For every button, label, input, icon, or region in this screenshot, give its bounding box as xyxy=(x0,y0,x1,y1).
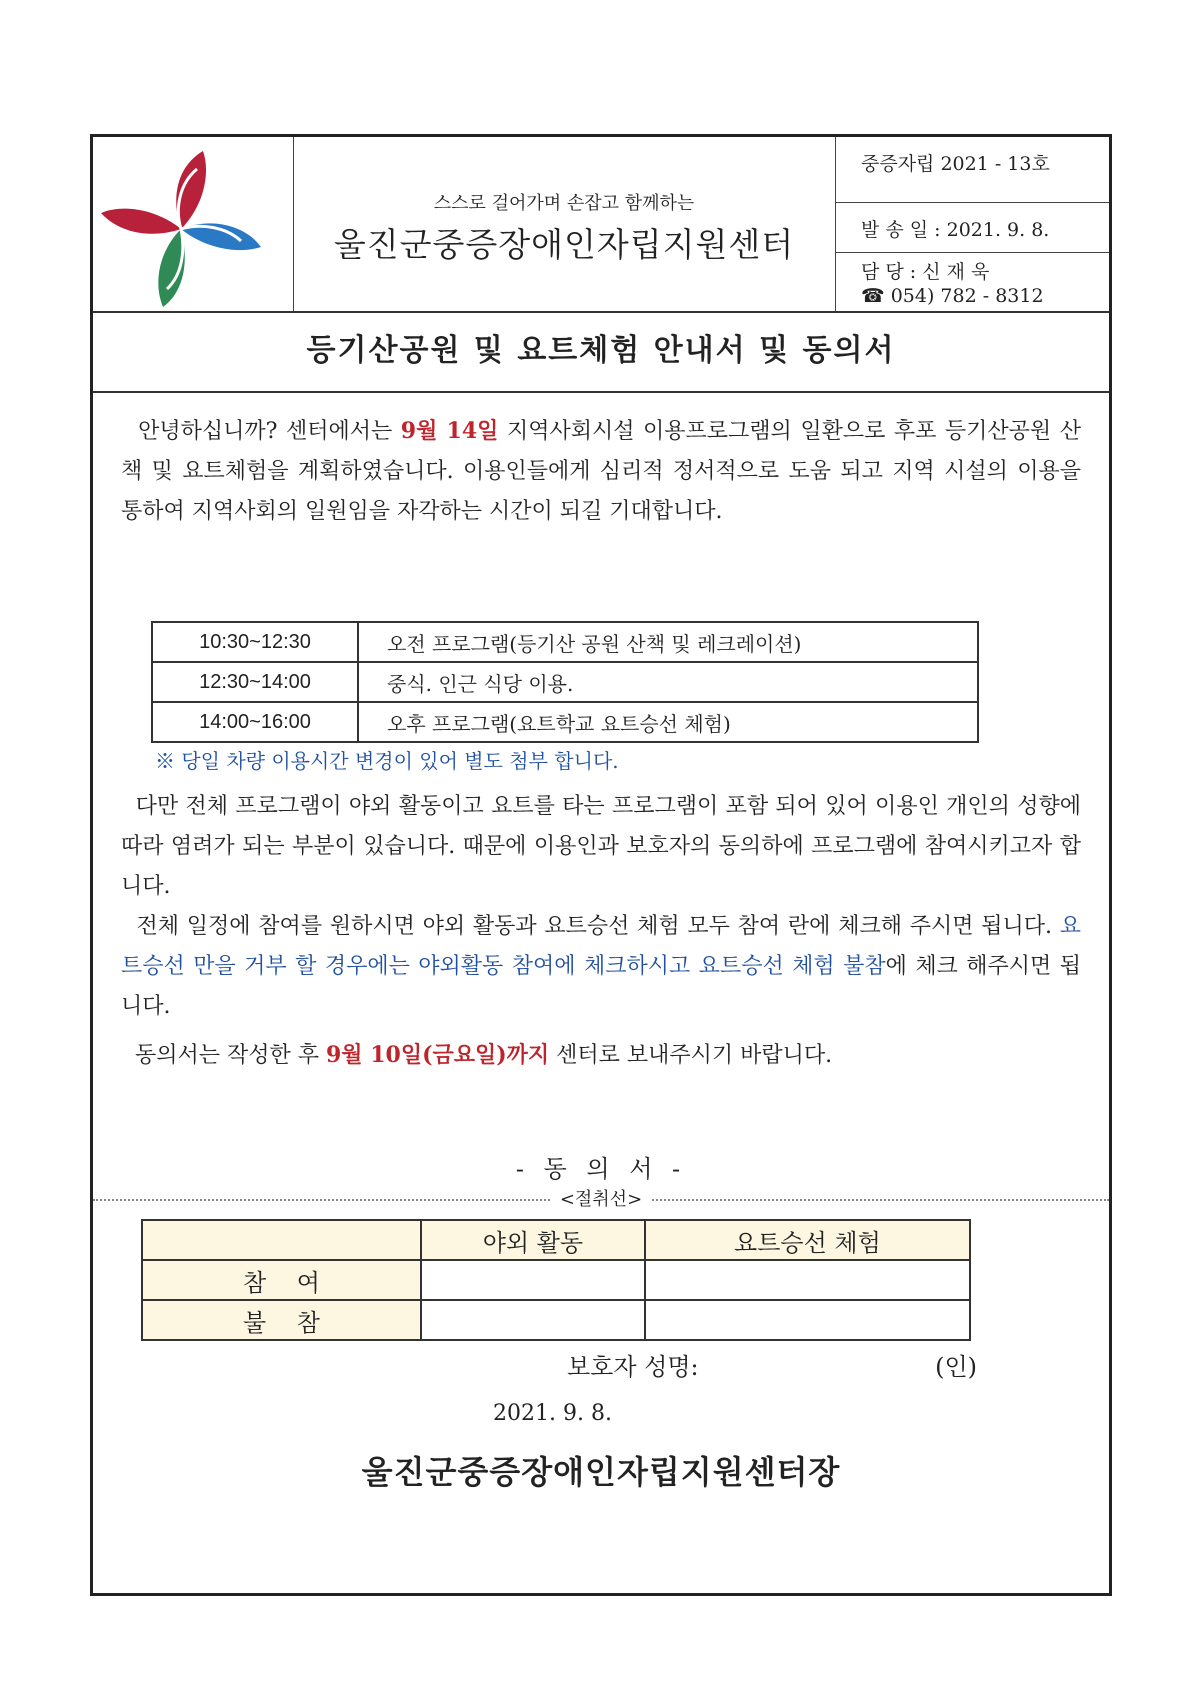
instruction-paragraph xyxy=(121,907,1081,1027)
issuer-name: 울진군중증장애인자립지원센터장 xyxy=(361,1453,841,1491)
organization-cell xyxy=(293,137,836,311)
schedule-description: 오전 프로그램(등기산 공원 산책 및 레크레이션) xyxy=(358,622,978,662)
checkbox-cell-outdoor-decline[interactable] xyxy=(421,1300,645,1340)
deadline-text-end: 센터로 보내주시기 바랍니다. xyxy=(549,1043,833,1068)
row-participate: 참 여 xyxy=(142,1260,421,1300)
manager: 담 당 : 신 재 욱 xyxy=(861,261,990,283)
schedule-time: 14:00~16:00 xyxy=(152,702,358,742)
document-number: 중증자립 2021 - 13호 xyxy=(835,149,1109,203)
center-logo-icon xyxy=(93,137,293,311)
checkbox-cell-outdoor-participate[interactable] xyxy=(421,1260,645,1300)
table-row xyxy=(152,662,978,702)
schedule-time: 10:30~12:30 xyxy=(152,622,358,662)
checkbox-cell-yacht-decline[interactable] xyxy=(645,1300,970,1340)
table-row xyxy=(152,622,978,662)
slogan: 스스로 걸어가며 손잡고 함께하는 xyxy=(433,193,695,214)
document-info xyxy=(835,137,1109,311)
seal-mark: (인) xyxy=(935,1353,977,1381)
instruction-text: 전체 일정에 참여를 원하시면 야외 활동과 요트승선 체험 모두 참여 란에 체크해 주시면 됩니다. xyxy=(136,914,1060,939)
concern-paragraph xyxy=(121,787,1081,907)
concern-text: 다만 전체 프로그램이 야외 활동이고 요트를 타는 프로그램이 포함 되어 있어 이용인 개인의 성향에 따라 염려가 되는 부분이 있습니다. 때문에 이용인과 보호자의 동의하에 프로그램에 참여시키고자 합니다. xyxy=(121,794,1081,899)
signature-label: 보호자 성명: xyxy=(567,1353,699,1381)
deadline-paragraph xyxy=(121,1035,1081,1076)
schedule-note: ※ 당일 차량 이용시간 변경이 있어 별도 첨부 합니다. xyxy=(155,749,619,773)
issue-date: 2021. 9. 8. xyxy=(493,1401,612,1426)
column-outdoor-activity: 야외 활동 xyxy=(421,1220,645,1260)
deadline-date: 9월 10일(금요일)까지 xyxy=(326,1042,550,1068)
instruction-highlight: 요트승선 만을 거부 할 경우에는 야외활동 참여에 체크하시고 요트승선 체험 불참 xyxy=(121,914,1081,979)
schedule-description: 중식. 인근 식당 이용. xyxy=(358,662,978,702)
table-row xyxy=(142,1260,970,1300)
schedule-time: 12:30~14:00 xyxy=(152,662,358,702)
send-date: 발 송 일 : 2021. 9. 8. xyxy=(835,203,1109,253)
intro-text-rest: 지역사회시설 이용프로그램의 일환으로 후포 등기산공원 산책 및 요트체험을 계획하였습니다. 이용인들에게 심리적 정서적으로 도움 되고 지역 시설의 이용을 통하여 지역사회의 일원임을 자각하는 시간이 되길 기대합니다. xyxy=(121,419,1081,524)
logo-cell xyxy=(93,137,294,311)
consent-title: - 동 의 서 - xyxy=(515,1155,687,1183)
document-title: 등기산공원 및 요트체험 안내서 및 동의서 xyxy=(93,311,1109,393)
deadline-text: 동의서는 작성한 후 xyxy=(135,1043,326,1068)
intro-paragraph xyxy=(121,411,1081,532)
phone-number: ☎ 054) 782 - 8312 xyxy=(861,285,1044,307)
guardian-signature[interactable] xyxy=(567,1347,977,1382)
instruction-text-end: 에 체크 해주시면 됩니다. xyxy=(121,954,1082,1019)
document-frame xyxy=(90,134,1112,1596)
header-empty-cell xyxy=(142,1220,421,1260)
table-row xyxy=(152,702,978,742)
table-row xyxy=(142,1220,970,1260)
cut-line-label: <절취선> xyxy=(550,1189,652,1210)
intro-text-start: 안녕하십니까? 센터에서는 xyxy=(138,419,401,444)
organization-name: 울진군중증장애인자립지원센터 xyxy=(333,225,795,264)
event-date: 9월 14일 xyxy=(400,418,499,444)
table-row xyxy=(142,1300,970,1340)
column-yacht-experience: 요트승선 체험 xyxy=(645,1220,970,1260)
schedule-description: 오후 프로그램(요트학교 요트승선 체험) xyxy=(358,702,978,742)
checkbox-cell-yacht-participate[interactable] xyxy=(645,1260,970,1300)
header xyxy=(93,137,1109,313)
row-decline: 불 참 xyxy=(142,1300,421,1340)
schedule-table xyxy=(151,621,979,743)
consent-table xyxy=(141,1219,971,1341)
